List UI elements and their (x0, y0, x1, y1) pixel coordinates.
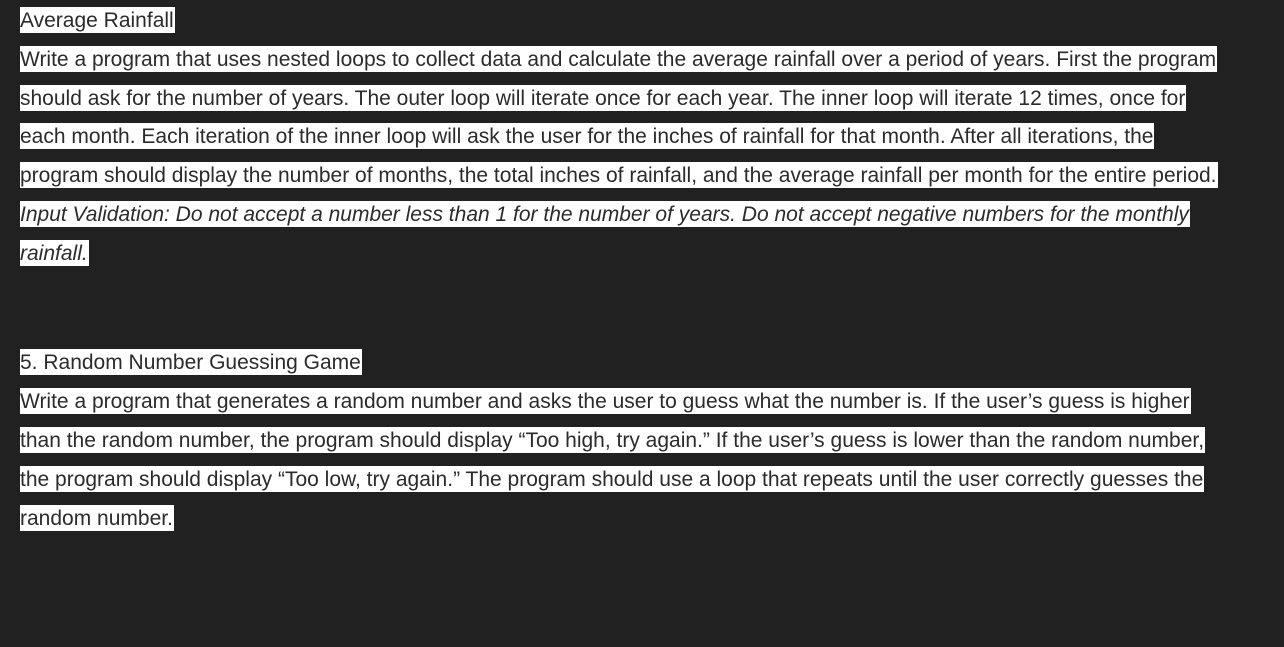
paragraph-line-text: Write a program that generates a random number and asks the user to guess what the number is. If the user’s guess is higher (20, 390, 1190, 413)
input-validation-line (20, 241, 89, 267)
paragraph-line-text: each month. Each iteration of the inner loop will ask the user for the inches of rainfall for that month. After all iterations, the (20, 125, 1154, 148)
paragraph-line-text: the program should display “Too low, try again.” The program should use a loop that repeats until the user correctly guesses the (20, 468, 1204, 491)
paragraph-line (20, 428, 1205, 454)
section-title-text: 5. Random Number Guessing Game (20, 351, 361, 374)
input-validation-text: rainfall. (20, 242, 88, 265)
paragraph-line (20, 47, 1217, 73)
section-title-text: Average Rainfall (20, 9, 174, 32)
input-validation-text: Input Validation: Do not accept a number less than 1 for the number of years. Do not accept negative numbers for the monthly (20, 203, 1189, 226)
paragraph-line (20, 506, 174, 532)
paragraph-line (20, 163, 1218, 189)
paragraph-line-text: program should display the number of months, the total inches of rainfall, and the average rainfall per month for the entire period. (20, 164, 1217, 187)
section-title-average-rainfall (20, 8, 175, 34)
paragraph-line (20, 467, 1204, 493)
paragraph-line (20, 124, 1154, 150)
paragraph-line (20, 86, 1186, 112)
paragraph-line-text: should ask for the number of years. The outer loop will iterate once for each year. The inner loop will iterate 12 times, once for (20, 87, 1186, 110)
input-validation-line (20, 202, 1190, 228)
paragraph-line-text: than the random number, the program should display “Too high, try again.” If the user’s guess is lower than the random number, (20, 429, 1205, 452)
paragraph-line-text: Write a program that uses nested loops to collect data and calculate the average rainfall over a period of years. First the program (20, 48, 1217, 71)
paragraph-line (20, 389, 1191, 415)
section-title-guessing-game (20, 350, 362, 376)
paragraph-line-text: random number. (20, 507, 173, 530)
